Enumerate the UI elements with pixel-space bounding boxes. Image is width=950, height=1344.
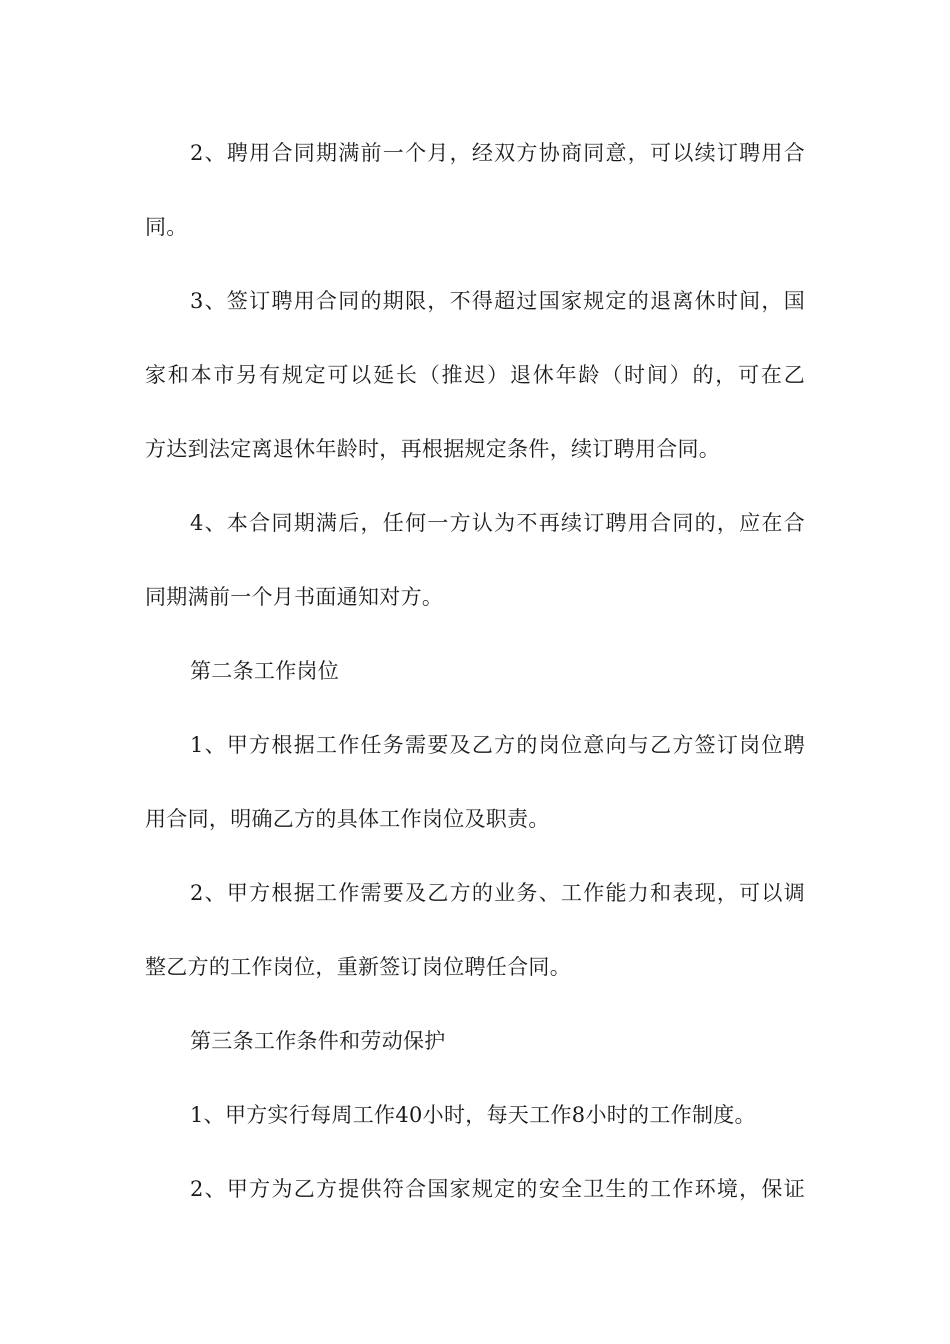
paragraph-line: 2、甲方根据工作需要及乙方的业务、工作能力和表现，可以调 xyxy=(190,881,805,905)
paragraph-line: 家和本市另有规定可以延长（推迟）退休年龄（时间）的，可在乙 xyxy=(145,363,805,387)
paragraph-line: 用合同，明确乙方的具体工作岗位及职责。 xyxy=(145,807,550,831)
paragraph-line: 1、甲方根据工作任务需要及乙方的岗位意向与乙方签订岗位聘 xyxy=(190,733,805,757)
paragraph-line: 同。 xyxy=(145,215,188,239)
section-heading: 第二条工作岗位 xyxy=(190,659,340,683)
paragraph-line: 4、本合同期满后，任何一方认为不再续订聘用合同的，应在合 xyxy=(190,511,805,535)
paragraph-line: 2、聘用合同期满前一个月，经双方协商同意，可以续订聘用合 xyxy=(190,141,805,165)
paragraph-line: 整乙方的工作岗位，重新签订岗位聘任合同。 xyxy=(145,955,571,979)
paragraph-line: 2、甲方为乙方提供符合国家规定的安全卫生的工作环境，保证 xyxy=(190,1177,805,1201)
section-heading: 第三条工作条件和劳动保护 xyxy=(190,1029,446,1053)
paragraph-line: 3、签订聘用合同的期限，不得超过国家规定的退离休时间，国 xyxy=(190,289,805,313)
paragraph-line: 1、甲方实行每周工作40小时，每天工作8小时的工作制度。 xyxy=(190,1103,756,1127)
paragraph-line: 方达到法定离退休年龄时，再根据规定条件，续订聘用合同。 xyxy=(145,437,721,461)
paragraph-line: 同期满前一个月书面通知对方。 xyxy=(145,585,444,609)
